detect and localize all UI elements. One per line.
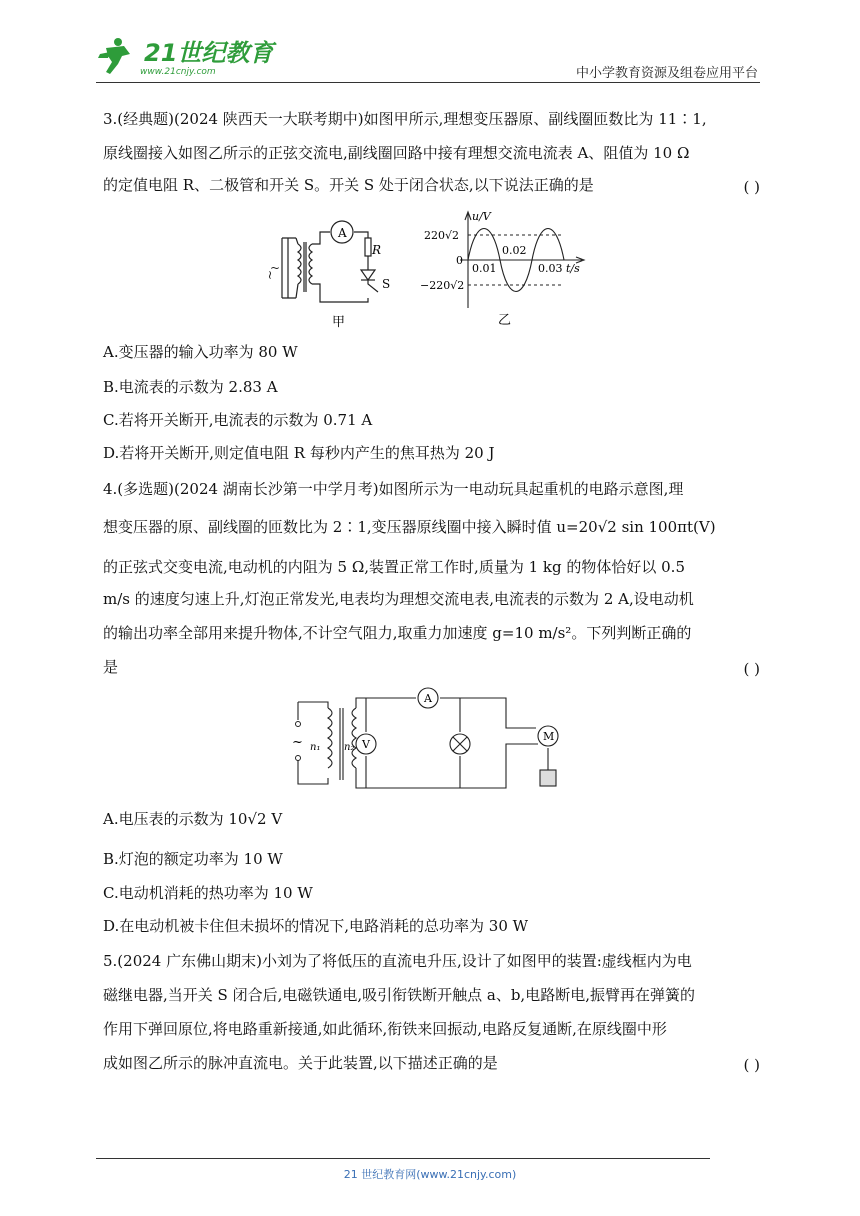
- q4-answer-paren: ( ): [743, 660, 760, 678]
- q3-option-d: D.若将开关断开,则定值电阻 R 每秒内产生的焦耳热为 20 J: [103, 444, 495, 462]
- q3-line-3: 的定值电阻 R、二极管和开关 S。开关 S 处于闭合状态,以下说法正确的是: [103, 176, 594, 194]
- q5-line-4: 成如图乙所示的脉冲直流电。关于此装置,以下描述正确的是: [103, 1054, 498, 1072]
- q5-line-2: 磁继电器,当开关 S 闭合后,电磁铁通电,吸引衔铁断开触点 a、b,电路断电,振臂再在弹簧的: [103, 986, 695, 1004]
- site-logo: [96, 34, 274, 78]
- q4-option-d: D.在电动机被卡住但未损坏的情况下,电路消耗的总功率为 30 W: [103, 917, 529, 935]
- q4-line-3: 的正弦式交变电流,电动机的内阻为 5 Ω,装置正常工作时,质量为 1 kg 的物体恰好以 0.5: [103, 558, 685, 576]
- svg-text:0: 0: [456, 254, 463, 267]
- q4-option-a: A.电压表的示数为 10√2 V: [103, 810, 283, 828]
- header-divider: [96, 82, 760, 83]
- svg-text:u/V: u/V: [472, 210, 491, 223]
- svg-text:乙: 乙: [498, 313, 512, 328]
- footer-divider: [96, 1158, 710, 1159]
- svg-text:V: V: [362, 738, 370, 751]
- svg-text:t/s: t/s: [566, 262, 580, 275]
- svg-text:~: ~: [263, 270, 277, 281]
- q4-line-6: 是: [103, 658, 119, 676]
- svg-text:S: S: [382, 277, 391, 291]
- q5-answer-paren: ( ): [743, 1056, 760, 1074]
- svg-text:n₁: n₁: [310, 742, 321, 753]
- svg-text:n₂: n₂: [344, 742, 355, 753]
- q3-option-c: C.若将开关断开,电流表的示数为 0.71 A: [103, 411, 373, 429]
- svg-text:~: ~: [292, 735, 303, 750]
- q4-circuit-figure: [288, 688, 570, 794]
- svg-text:~: ~: [270, 261, 281, 275]
- q3-answer-paren: ( ): [743, 178, 760, 196]
- svg-text:A: A: [424, 692, 432, 705]
- q3-option-b: B.电流表的示数为 2.83 A: [103, 378, 278, 396]
- q4-option-b: B.灯泡的额定功率为 10 W: [103, 850, 283, 868]
- q3-line-1: 3.(经典题)(2024 陕西天一大联考期中)如图甲所示,理想变压器原、副线圈匝数比为 11∶1,: [103, 110, 707, 128]
- q4-line-2: 想变压器的原、副线圈的匝数比为 2∶1,变压器原线圈中接入瞬时值 u=20√2 sin 100πt(V): [103, 518, 716, 536]
- svg-text:www.21cnjy.com: www.21cnjy.com: [140, 67, 216, 77]
- svg-text:0.01: 0.01: [472, 262, 497, 275]
- q3-figure-yi-chart: [420, 208, 595, 330]
- q5-line-1: 5.(2024 广东佛山期末)小刘为了将低压的直流电升压,设计了如图甲的装置:虚线框内为电: [103, 952, 692, 970]
- svg-text:220√2: 220√2: [424, 229, 460, 242]
- q4-line-4: m/s 的速度匀速上升,灯泡正常发光,电表均为理想交流电表,电流表的示数为 2 A,设电动机: [103, 590, 694, 608]
- svg-text:甲: 甲: [332, 315, 346, 330]
- q4-line-5: 的输出功率全部用来提升物体,不计空气阻力,取重力加速度 g=10 m/s²。下列判断正确的: [103, 624, 692, 642]
- q3-option-a: A.变压器的输入功率为 80 W: [103, 343, 298, 361]
- q3-figure-jia: [263, 212, 418, 330]
- q4-line-1: 4.(多选题)(2024 湖南长沙第一中学月考)如图所示为一电动玩具起重机的电路示意图,理: [103, 480, 684, 498]
- svg-text:A: A: [338, 226, 347, 240]
- svg-text:0.02: 0.02: [502, 244, 527, 257]
- q3-line-2: 原线圈接入如图乙所示的正弦交流电,副线圈回路中接有理想交流电流表 A、阻值为 10 Ω: [103, 144, 690, 162]
- q4-option-c: C.电动机消耗的热功率为 10 W: [103, 884, 313, 902]
- svg-text:21世纪教育: 21世纪教育: [144, 39, 274, 67]
- svg-text:M: M: [543, 730, 555, 743]
- q5-line-3: 作用下弹回原位,将电路重新接通,如此循环,衔铁来回振动,电路反复通断,在原线圈中形: [103, 1020, 667, 1038]
- lamp-icon: [450, 734, 470, 754]
- footer-link[interactable]: 21 世纪教育网(www.21cnjy.com): [343, 1168, 517, 1181]
- header-platform-text: 中小学教育资源及组卷应用平台: [575, 66, 758, 81]
- svg-text:0.03: 0.03: [538, 262, 563, 275]
- svg-text:R: R: [372, 243, 382, 257]
- svg-text:−220√2: −220√2: [420, 279, 465, 292]
